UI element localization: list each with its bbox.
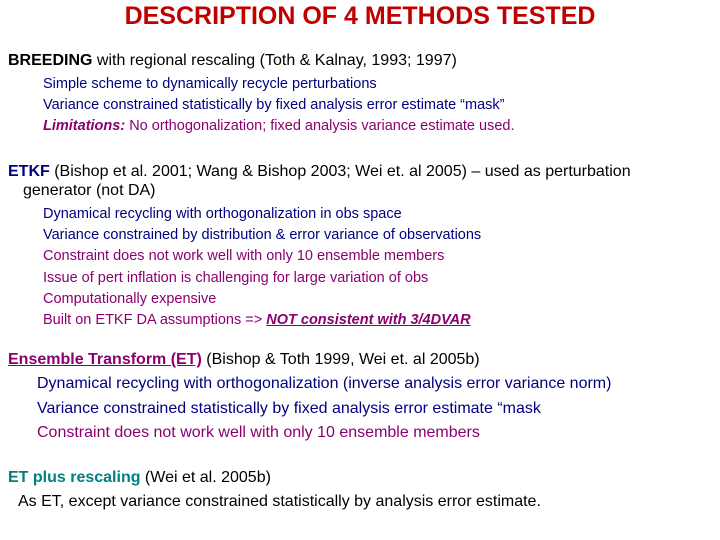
breeding-heading bbox=[8, 52, 457, 70]
etkf-line-2: Variance constrained by distribution & error variance of observations bbox=[43, 227, 482, 243]
etkf-citation: (Bishop et al. 2001; Wang & Bishop 2003; Wei et. al 2005) – used as perturbation bbox=[49, 163, 631, 180]
etr-name: ET plus rescaling bbox=[8, 469, 141, 486]
breeding-line-1: Simple scheme to dynamically recycle perturbations bbox=[43, 76, 377, 92]
etkf-line-6-emph: NOT consistent with 3/4DVAR bbox=[266, 312, 471, 328]
et-line-2: Variance constrained statistically by fixed analysis error estimate “mask bbox=[37, 400, 541, 417]
et-heading bbox=[8, 351, 480, 369]
breeding-limitations bbox=[43, 118, 514, 134]
page-title: DESCRIPTION OF 4 METHODS TESTED bbox=[124, 2, 596, 30]
etkf-line-1: Dynamical recycling with orthogonalization in obs space bbox=[43, 206, 402, 222]
etkf-heading-cont: generator (not DA) bbox=[23, 182, 156, 199]
et-citation: (Bishop & Toth 1999, Wei et. al 2005b) bbox=[201, 351, 480, 368]
etkf-heading bbox=[8, 163, 631, 181]
limitations-text: No orthogonalization; fixed analysis variance estimate used. bbox=[125, 118, 515, 134]
etkf-line-3: Constraint does not work well with only 10 ensemble members bbox=[43, 248, 445, 264]
breeding-name: BREEDING bbox=[8, 52, 93, 69]
etkf-line-6 bbox=[43, 312, 471, 328]
breeding-line-2: Variance constrained statistically by fixed analysis error estimate “mask” bbox=[43, 97, 505, 113]
et-line-1: Dynamical recycling with orthogonalization (inverse analysis error variance norm) bbox=[37, 375, 612, 392]
etr-heading bbox=[8, 469, 271, 487]
etkf-line-4: Issue of pert inflation is challenging for large variation of obs bbox=[43, 270, 429, 286]
etkf-name: ETKF bbox=[8, 163, 50, 180]
limitations-label: Limitations: bbox=[43, 118, 126, 134]
etr-citation: (Wei et al. 2005b) bbox=[140, 469, 271, 486]
et-name: Ensemble Transform (ET) bbox=[8, 351, 202, 368]
etkf-line-6-prefix: Built on ETKF DA assumptions => bbox=[43, 312, 267, 328]
breeding-citation: with regional rescaling (Toth & Kalnay, 1993; 1997) bbox=[92, 52, 457, 69]
et-constraint: Constraint does not work well with only 10 ensemble members bbox=[37, 424, 480, 441]
etkf-line-5: Computationally expensive bbox=[43, 291, 217, 307]
etr-line: As ET, except variance constrained statistically by analysis error estimate. bbox=[18, 493, 541, 510]
